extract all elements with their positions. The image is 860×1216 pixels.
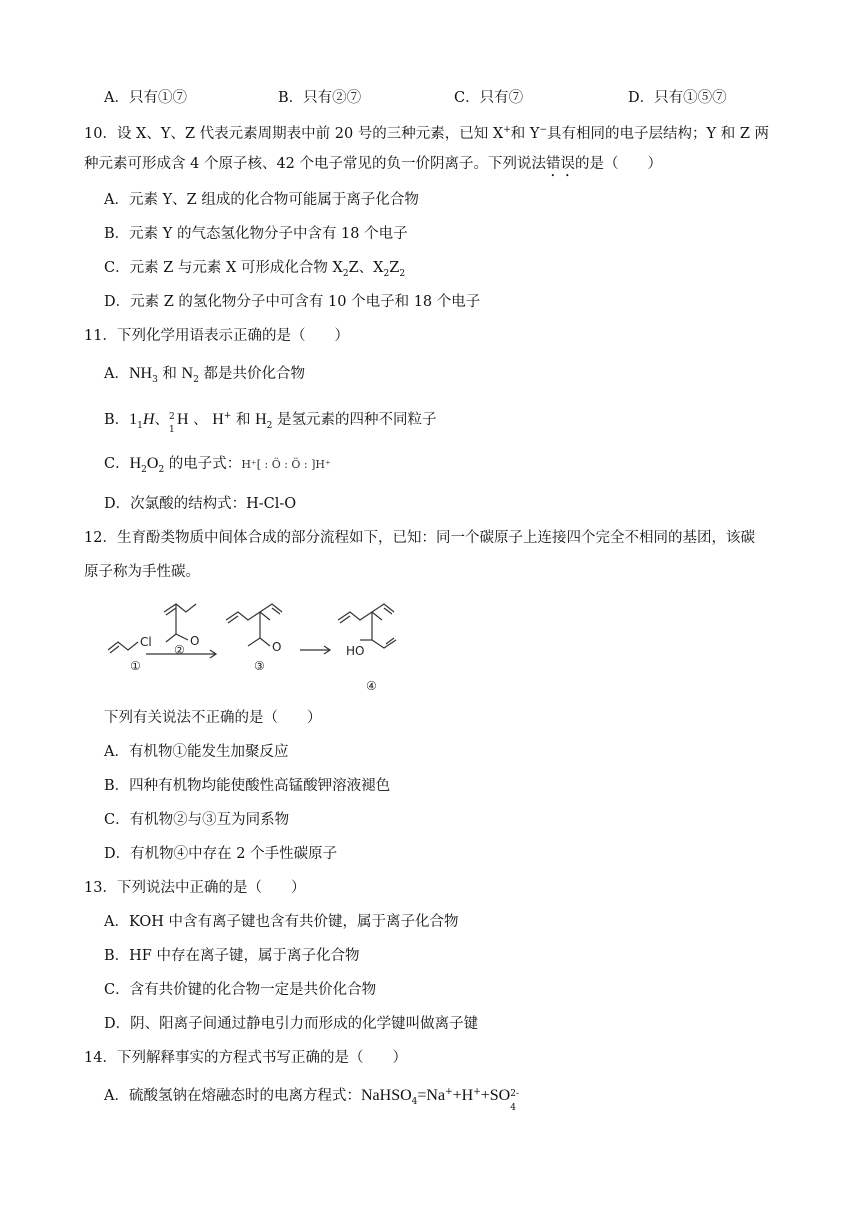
q11-stem: 11．下列化学用语表示正确的是（ ） [84, 328, 349, 344]
q10-option-d: D．元素 Z 的氢化物分子中可含有 10 个电子和 18 个电子 [104, 294, 481, 310]
q9-option-d: D．只有①⑤⑦ [628, 90, 727, 106]
q12-option-b: B．四种有机物均能使酸性高锰酸钾溶液褪色 [104, 778, 391, 794]
q9-option-a: A．只有①⑦ [104, 90, 187, 106]
compound-label-2: ② [174, 643, 185, 657]
q11-option-b: B．$1_1H$、 2 1 H 、 H+ 和 $H_2$ 是氢元素的四种不同粒子 [104, 411, 437, 435]
h2o2-electron-formula: H⁺[ : Ö : Ö : ]H⁺ [241, 458, 331, 471]
q12-sub-stem: 下列有关说法不正确的是（ ） [104, 710, 322, 726]
reaction-scheme [104, 598, 434, 698]
q12-option-c: C．有机物②与③互为同系物 [104, 812, 290, 828]
q10-option-a: A．元素 Y、Z 组成的化合物可能属于离子化合物 [104, 192, 419, 208]
q13-option-d: D．阴、阳离子间通过静电引力而形成的化学键叫做离子键 [104, 1016, 479, 1032]
q9-option-b: B．只有②⑦ [278, 90, 362, 106]
q10-stem-line-2: 种元素可形成含 4 个原子核、42 个电子常见的负一价阴离子。下列说法错误的是（ ） [84, 156, 663, 172]
q13-stem: 13．下列说法中正确的是（ ） [84, 880, 306, 896]
q12-option-a: A．有机物①能发生加聚反应 [104, 744, 289, 760]
compound-label-3: ③ [254, 659, 265, 673]
q13-option-c: C．含有共价键的化合物一定是共价化合物 [104, 982, 377, 998]
oxygen-atom-label-2: O [190, 634, 200, 648]
q14-option-a: A．硫酸氢钠在熔融态时的电离方程式：NaHSO$_4$=Na++H++SO 2- 4 [104, 1087, 520, 1113]
q11-option-a: A．$NH_3$ 和 $N_2$ 都是共价化合物 [104, 365, 305, 385]
q10-stem-line-1: 10．设 X、Y、Z 代表元素周期表中前 20 号的三种元素，已知 X+和 Y−具有相同的电子层结构；Y 和 Z 两 [84, 125, 770, 142]
q10-option-b: B．元素 Y 的气态氢化物分子中含有 18 个电子 [104, 226, 408, 242]
q11-option-c: C．$H_2O_2$ 的电子式：H⁺[ : Ö : Ö : ]H⁺ [104, 455, 331, 475]
q12-option-d: D．有机物④中存在 2 个手性碳原子 [104, 846, 338, 862]
q12-stem-line-1: 12．生育酚类物质中间体合成的部分流程如下，已知：同一个碳原子上连接四个完全不相同的基团，该碳 [84, 530, 755, 546]
q13-option-a: A．KOH 中含有离子键也含有共价键，属于离子化合物 [104, 914, 459, 930]
q11-option-d: D．次氯酸的结构式：H-Cl-O [104, 496, 297, 512]
compound-label-4: ④ [366, 679, 377, 693]
q10-option-c: C．元素 Z 与元素 X 可形成化合物 $X_2Z$、$X_2Z_2$ [104, 260, 406, 279]
q12-stem-line-2: 原子称为手性碳。 [84, 564, 200, 580]
compound-label-1: ① [130, 659, 141, 673]
q13-option-b: B．HF 中存在离子键，属于离子化合物 [104, 948, 360, 964]
q9-option-c: C．只有⑦ [454, 90, 524, 106]
oxygen-atom-label-3: O [272, 640, 282, 654]
hydroxyl-label-4: HO [346, 644, 365, 658]
chlorine-atom-label: Cl [140, 635, 152, 649]
q14-stem: 14．下列解释事实的方程式书写正确的是（ ） [84, 1050, 407, 1066]
